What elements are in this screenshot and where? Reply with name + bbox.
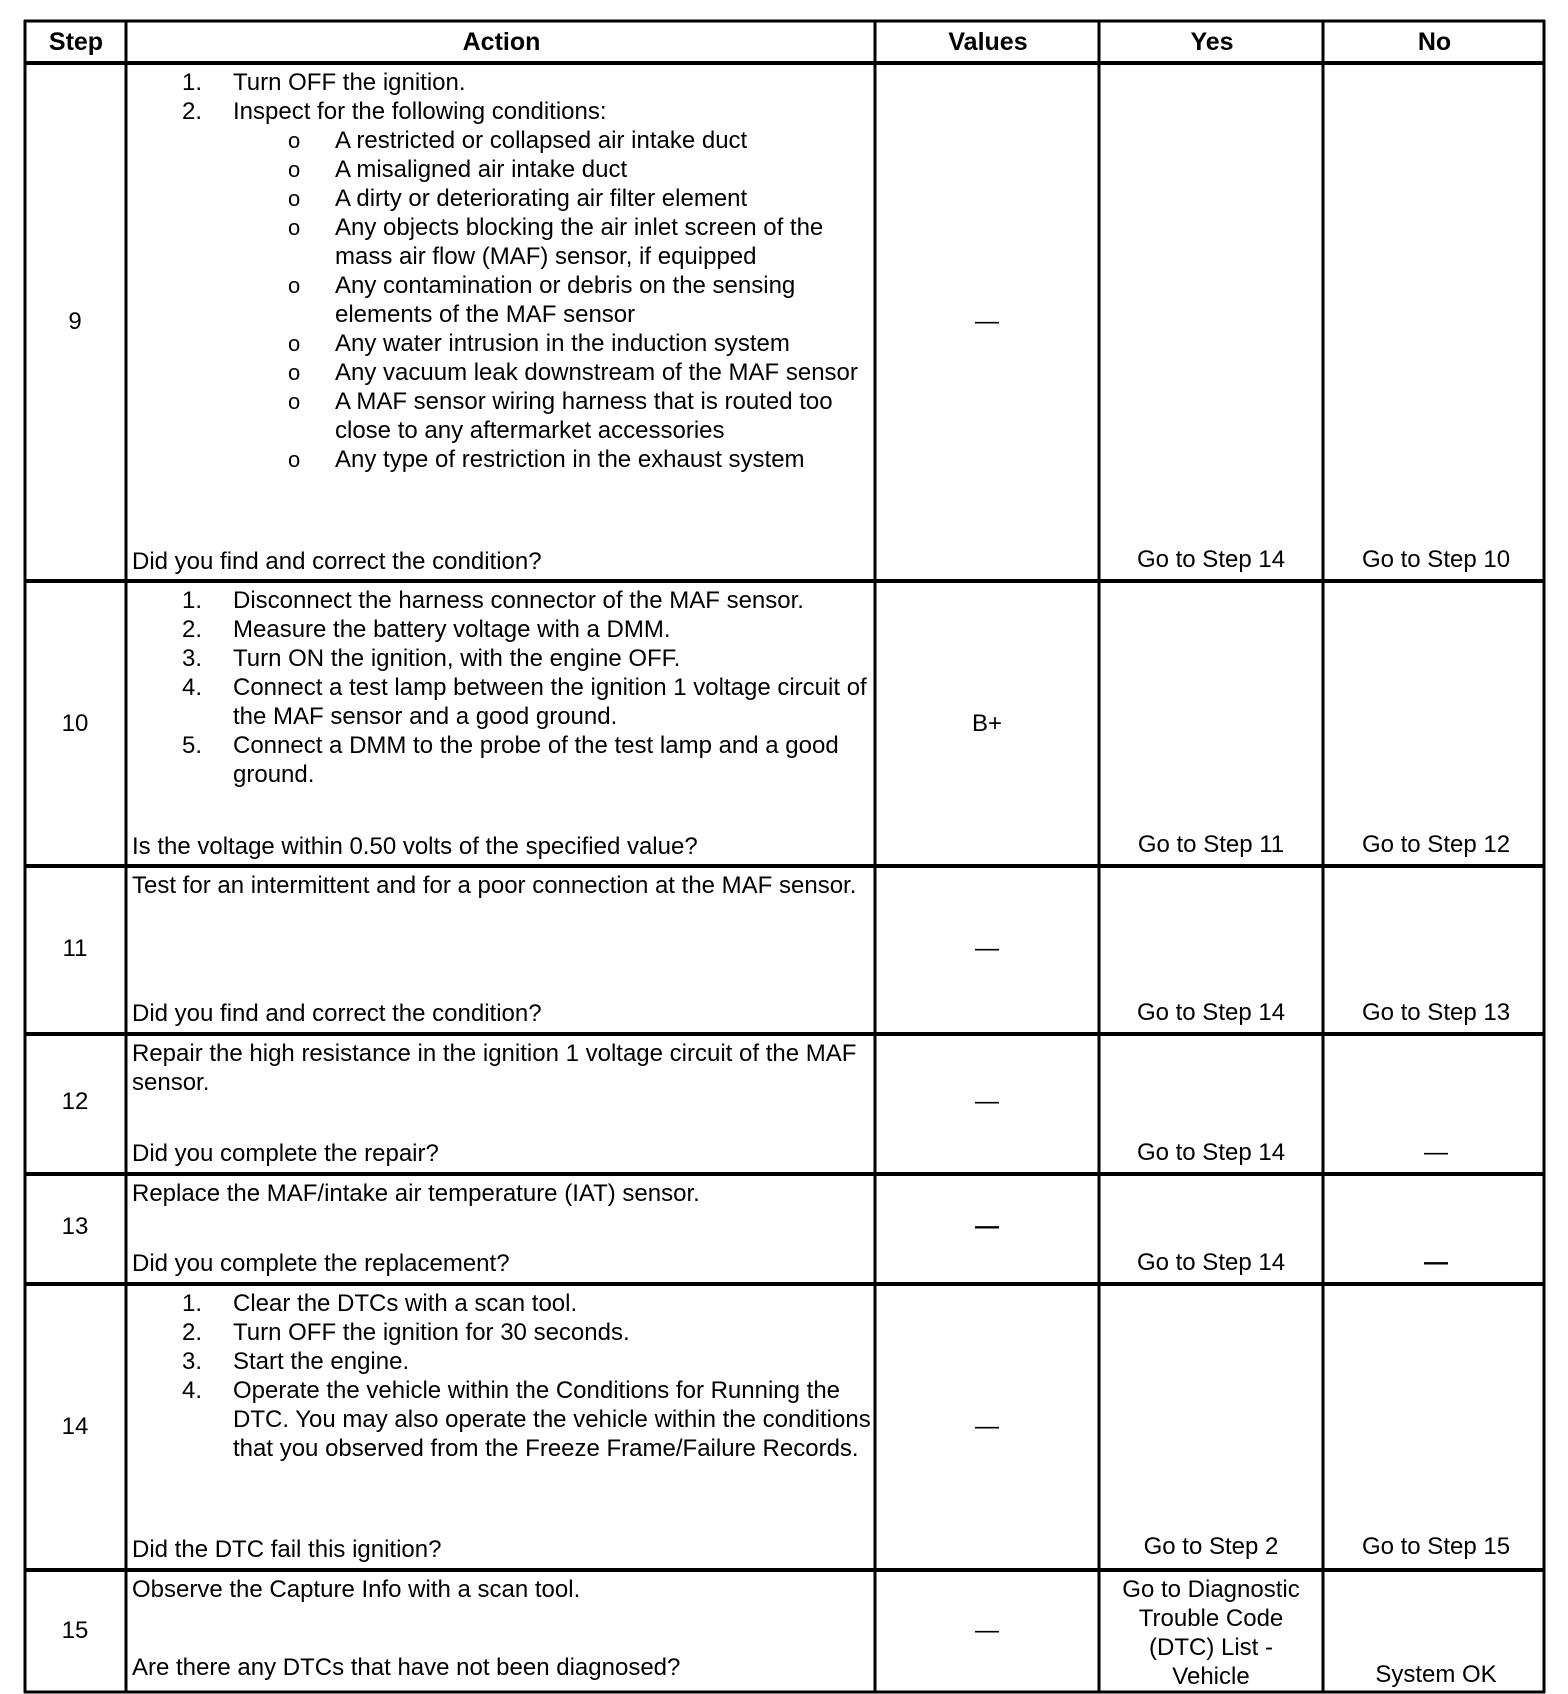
yes-cell: Go to Step 14 (1136, 1139, 1286, 1166)
values-cell: — (975, 1413, 999, 1440)
action-cell (132, 871, 872, 1028)
step-question: Did the DTC fail this ignition? (132, 1536, 442, 1563)
values-cell: — (975, 935, 999, 962)
list-item: 5. Connect a DMM to the probe of the test lamp and a good ground. (182, 732, 839, 788)
column-header-step: Step (48, 28, 104, 56)
column-header-action: Action (462, 28, 541, 56)
no-cell: Go to Step 15 (1361, 1533, 1511, 1560)
list-item: 4. Operate the vehicle within the Conditions for Running the DTC. You may also operate the vehicle within the conditions that you observed from the Freeze Frame/Failure Records. (182, 1377, 871, 1462)
values-cell: — (975, 1088, 999, 1115)
column-header-yes: Yes (1190, 28, 1234, 56)
step-instruction: Test for an intermittent and for a poor connection at the MAF sensor. (132, 872, 857, 899)
sub-list-item: o Any type of restriction in the exhaust system (288, 446, 805, 473)
list-item: 1. Turn OFF the ignition. (182, 69, 466, 96)
action-cell (132, 586, 872, 861)
list-item: 1. Disconnect the harness connector of the MAF sensor. (182, 587, 804, 614)
step-question: Is the voltage within 0.50 volts of the specified value? (132, 833, 698, 860)
step-question: Did you complete the replacement? (132, 1250, 510, 1277)
list-item: 4. Connect a test lamp between the ignition 1 voltage circuit of the MAF sensor and a good ground. (182, 674, 867, 730)
values-cell: — (975, 1213, 999, 1240)
yes-cell: Go to Step 14 (1136, 546, 1286, 573)
instruction-list (132, 68, 872, 474)
step-instruction: Observe the Capture Info with a scan tool. (132, 1576, 581, 1603)
sub-list-item: o A misaligned air intake duct (288, 156, 628, 183)
step-number: 11 (62, 935, 88, 962)
sub-list-item: o Any vacuum leak downstream of the MAF sensor (288, 359, 858, 386)
step-question: Did you find and correct the condition? (132, 548, 542, 575)
list-item: 3. Start the engine. (182, 1348, 410, 1375)
list-item: 3. Turn ON the ignition, with the engine OFF. (182, 645, 681, 672)
sub-list-item: o A dirty or deteriorating air filter element (288, 185, 748, 212)
action-cell (132, 1039, 872, 1168)
action-cell (132, 1289, 872, 1564)
sub-list-item: o A restricted or collapsed air intake duct (288, 127, 748, 154)
sub-list-item: o Any water intrusion in the induction system (288, 330, 790, 357)
yes-cell: Go to Step 2 (1143, 1533, 1279, 1560)
column-header-values: Values (948, 28, 1028, 56)
no-cell: Go to Step 13 (1361, 999, 1511, 1026)
step-number: 14 (61, 1413, 89, 1440)
instruction-list (132, 586, 872, 789)
sub-list-item: o Any contamination or debris on the sensing elements of the MAF sensor (288, 272, 796, 328)
action-cell (132, 68, 872, 576)
sub-list-item: o A MAF sensor wiring harness that is routed too close to any aftermarket accessories (288, 388, 833, 444)
list-item: 2. Measure the battery voltage with a DMM. (182, 616, 671, 643)
condition-sublist (233, 126, 872, 474)
step-question: Are there any DTCs that have not been diagnosed? (132, 1654, 681, 1681)
no-cell: Go to Step 10 (1361, 546, 1511, 573)
step-number: 13 (61, 1213, 89, 1240)
values-cell: B+ (971, 710, 1003, 737)
list-item: 2. Turn OFF the ignition for 30 seconds. (182, 1319, 630, 1346)
list-item: 1. Clear the DTCs with a scan tool. (182, 1290, 578, 1317)
step-question: Did you complete the repair? (132, 1140, 439, 1167)
no-cell: — (1424, 1139, 1448, 1166)
step-instruction: Repair the high resistance in the ignition 1 voltage circuit of the MAF sensor. (132, 1040, 857, 1096)
action-cell (132, 1179, 872, 1278)
no-cell: Go to Step 12 (1361, 831, 1511, 858)
step-question: Did you find and correct the condition? (132, 1000, 542, 1027)
sub-list-item: o Any objects blocking the air inlet screen of the mass air flow (MAF) sensor, if equipped (288, 214, 824, 270)
list-item: 2. Inspect for the following conditions: o A restricted or collapsed air intake duct o A misaligned air intake duct o A dirty or deteriorating air filter element o Any objects blocking the air inlet screen of the mass air flow (MAF) sensor, if equipped o Any contamination or debris on the sensing elements of the MAF sensor o Any water intrusion in the induction system o Any vacuum leak downstream of the MAF sensor o A MAF sensor wiring harness that is routed too close to any aftermarket accessories o Any type of restriction in the exhaust system (132, 97, 872, 474)
values-cell: — (975, 308, 999, 335)
yes-cell: Go to Step 11 (1137, 831, 1285, 858)
step-instruction: Replace the MAF/intake air temperature (IAT) sensor. (132, 1180, 700, 1207)
action-cell (132, 1575, 872, 1687)
yes-cell: Go to Diagnostic Trouble Code (DTC) List - Vehicle (1122, 1576, 1300, 1690)
yes-cell: Go to Step 14 (1136, 1249, 1286, 1276)
step-number: 10 (61, 710, 89, 737)
step-number: 9 (68, 308, 82, 335)
instruction-list (132, 1289, 872, 1463)
column-header-no: No (1417, 28, 1452, 56)
step-number: 12 (61, 1088, 89, 1115)
values-cell: — (975, 1617, 999, 1644)
yes-cell: Go to Step 14 (1136, 999, 1286, 1026)
no-cell: — (1424, 1249, 1448, 1276)
step-number: 15 (61, 1617, 89, 1644)
no-cell: System OK (1375, 1661, 1497, 1688)
